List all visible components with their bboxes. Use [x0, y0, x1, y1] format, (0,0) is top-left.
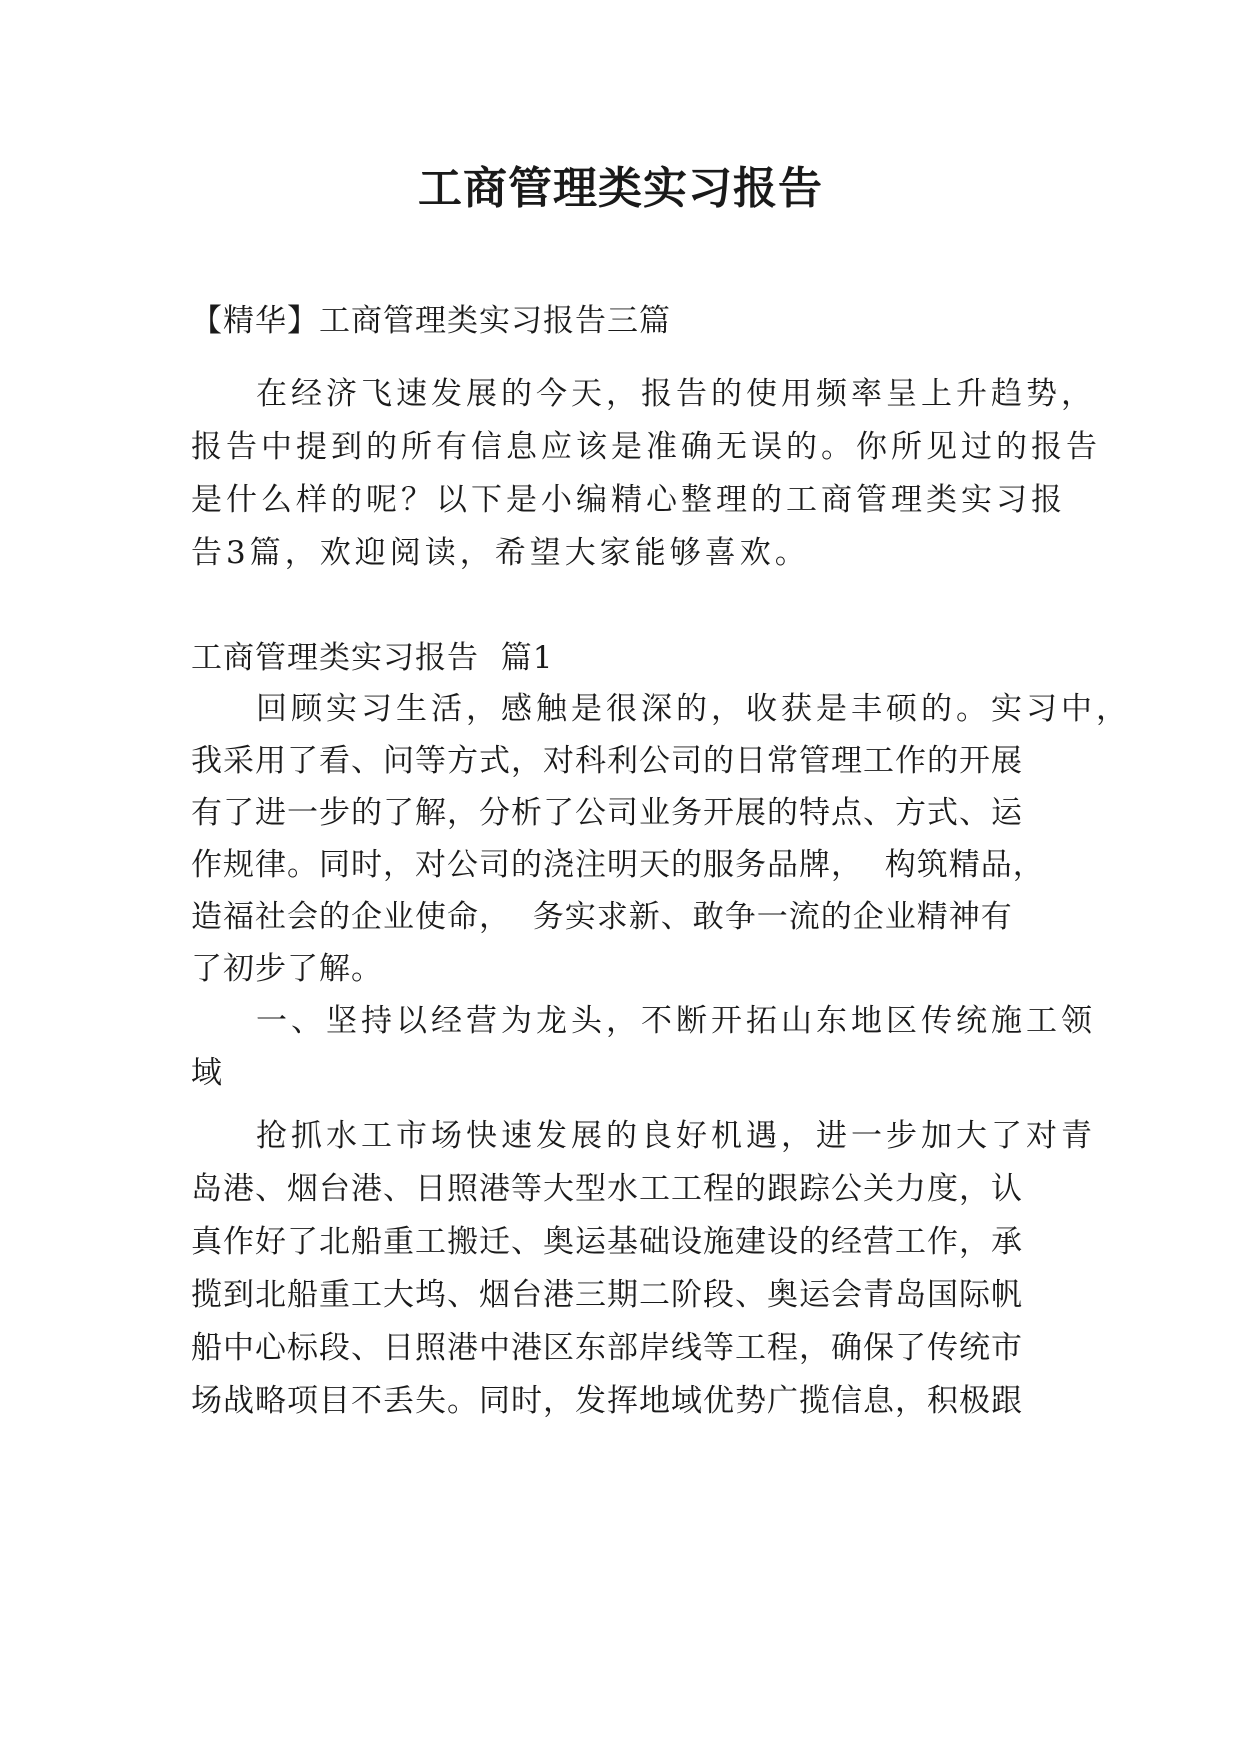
body-line: 抢抓水工市场快速发展的良好机遇，进一步加大了对青	[256, 1118, 1096, 1154]
body-line: 场战略项目不丢失。同时，发挥地域优势广揽信息，积极跟	[191, 1383, 1023, 1419]
intro-line: 报告中提到的所有信息应该是准确无误的。你所见过的报告	[191, 429, 1101, 465]
intro-line: 是什么样的呢？以下是小编精心整理的工商管理类实习报	[191, 482, 1066, 518]
document-title: 工商管理类实习报告	[418, 163, 823, 214]
body-line: 作规律。同时，对公司的浇注明天的服务品牌， 构筑精品，	[191, 847, 1045, 883]
body-line: 域	[191, 1055, 223, 1091]
body-line: 揽到北船重工大坞、烟台港三期二阶段、奥运会青岛国际帆	[191, 1277, 1023, 1313]
body-line: 一、坚持以经营为龙头，不断开拓山东地区传统施工领	[256, 1003, 1096, 1039]
body-line: 真作好了北船重工搬迁、奥运基础设施建设的经营工作，承	[191, 1224, 1023, 1260]
body-line: 回顾实习生活，感触是很深的，收获是丰硕的。实习中，	[256, 691, 1131, 727]
body-line: 造福社会的企业使命， 务实求新、敢争一流的企业精神有	[191, 899, 1013, 935]
body-line: 有了进一步的了解，分析了公司业务开展的特点、方式、运	[191, 795, 1023, 831]
intro-line: 告3篇，欢迎阅读，希望大家能够喜欢。	[191, 535, 810, 571]
body-line: 岛港、烟台港、日照港等大型水工工程的跟踪公关力度，认	[191, 1171, 1023, 1207]
section-heading: 工商管理类实习报告 篇1	[191, 640, 554, 676]
body-line: 了初步了解。	[191, 951, 383, 987]
document-subtitle: 【精华】工商管理类实习报告三篇	[191, 303, 671, 339]
intro-line: 在经济飞速发展的今天，报告的使用频率呈上升趋势，	[256, 376, 1096, 412]
body-line: 我采用了看、问等方式，对科利公司的日常管理工作的开展	[191, 743, 1023, 779]
body-line: 船中心标段、日照港中港区东部岸线等工程，确保了传统市	[191, 1330, 1023, 1366]
